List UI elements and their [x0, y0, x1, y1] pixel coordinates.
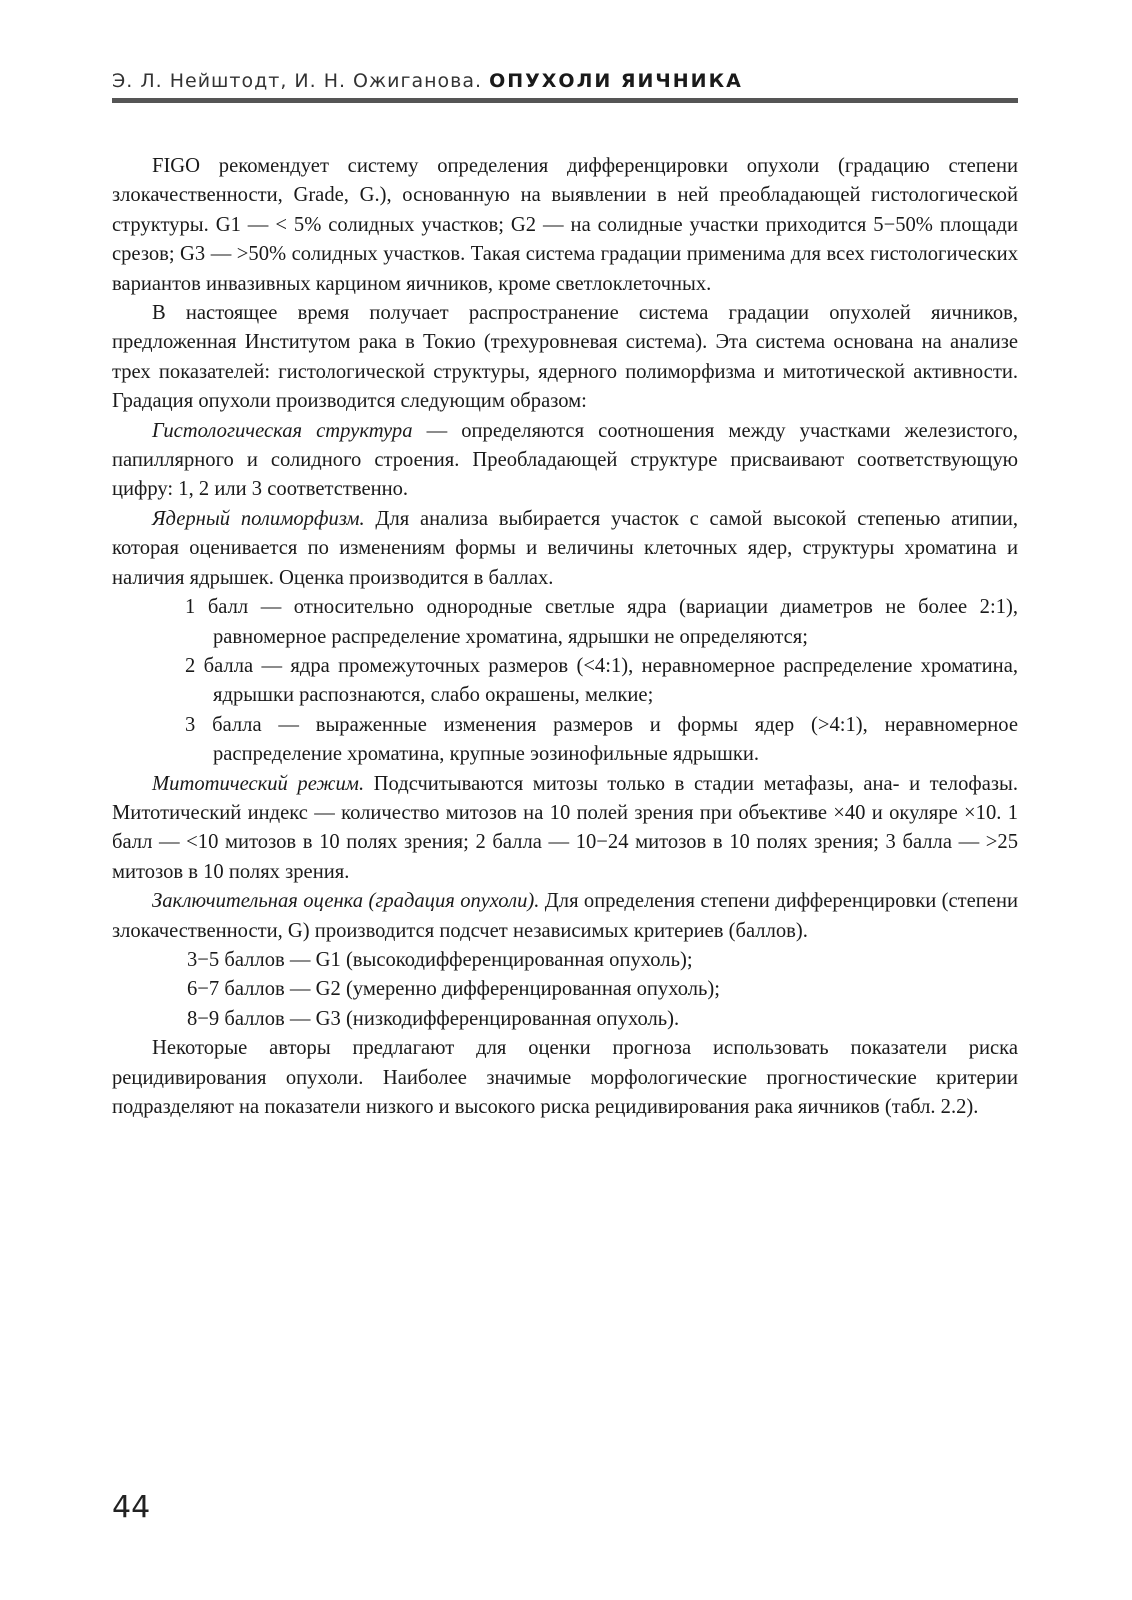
paragraph-text: Для анализа выбирается участок с самой высокой степенью атипии, которая оценивается по изменениям формы и величины клеточных ядер, структуры хроматина и наличия ядрышек. Оценка производится в баллах. [112, 507, 1019, 589]
list-item-score-1: 1 балл — относительно однородные светлые ядра (вариации диаметров не более 2:1), равномерное распределение хроматина, ядрышки не определяются; [185, 596, 1018, 648]
paragraph-nuclear-polymorphism [112, 505, 1018, 593]
paragraph-lead: Митотический режим. [152, 772, 365, 795]
paragraph-text: — определяются соотношения между участками железистого, папиллярного и солидного строения. Преобладающей структуре присваивают соответствующую цифру: 1, 2 или 3 соответственно. [112, 419, 1018, 501]
paragraph-text: Для определения степени дифференцировки (степени злокачественности, G) производится подсчет независимых критериев (баллов). [112, 890, 1018, 942]
page-body [112, 152, 1018, 1122]
list-item-grade-3: 8−9 баллов — G3 (низкодифференцированная опухоль). [187, 1007, 680, 1030]
paragraph-lead: Гистологическая структура [152, 419, 413, 442]
paragraph-figo: FIGO рекомендует систему определения дифференцировки опухоли (градацию степени злокачественности, Grade, G.), основанную на выявлении в ней преобладающей гистологической структуры. G1 — < 5% солидных участков; G2 — на солидные участки приходится 5−50% площади срезов; G3 — >50% солидных участков. Такая система градации применима для всех гистологических вариантов инвазивных карцином яичников, кроме светлоклеточных. [112, 155, 1018, 295]
list-item-grade-1: 3−5 баллов — G1 (высокодифференцированная опухоль); [187, 948, 693, 971]
paragraph-recurrence-risk: Некоторые авторы предлагают для оценки прогноза использовать показатели риска рецидивирования опухоли. Наиболее значимые морфологические прогностические критерии подразделяют на показатели низкого и высокого риска рецидивирования рака яичников (табл. 2.2). [112, 1037, 1018, 1118]
running-header [112, 70, 1018, 103]
paragraph-final-grade [112, 887, 1018, 946]
paragraph-mitotic-mode [112, 770, 1018, 888]
list-item-score-3: 3 балла — выраженные изменения размеров и формы ядер (>4:1), неравномерное распределение хроматина, крупные эозинофильные ядрышки. [185, 713, 1018, 766]
paragraph-tokyo-system: В настоящее время получает распространение система градации опухолей яичников, предложенная Институтом рака в Токио (трехуровневая система). Эта система основана на анализе трех показателей: гистологической структуры, ядерного полиморфизма и митотической активности. Градация опухоли производится следующим образом: [112, 302, 1018, 413]
header-title: ОПУХОЛИ ЯИЧНИКА [489, 70, 743, 92]
list-item-grade-2: 6−7 баллов — G2 (умеренно дифференцированная опухоль); [187, 978, 721, 1001]
list-item-score-2: 2 балла — ядра промежуточных размеров (<4:1), неравномерное распределение хроматина, ядрышки распознаются, слабо окрашены, мелкие; [185, 654, 1018, 707]
paragraph-histological-structure [112, 417, 1018, 505]
page-number: 44 [112, 1490, 151, 1525]
paragraph-lead: Ядерный полиморфизм. [152, 507, 365, 530]
paragraph-lead: Заключительная оценка (градация опухоли). [152, 890, 540, 913]
paragraph-text: Подсчитываются митозы только в стадии метафазы, ана- и телофазы. Митотический индекс — количество митозов на 10 полей зрения при объективе ×40 и окуляре ×10. 1 балл — <10 митозов в 10 полях зрения; 2 балла — 10−24 митозов в 10 полях зрения; 3 балла — >25 митозов в 10 полях зрения. [112, 772, 1018, 883]
header-authors: Э. Л. Нейштодт, И. Н. Ожиганова. [112, 70, 483, 92]
